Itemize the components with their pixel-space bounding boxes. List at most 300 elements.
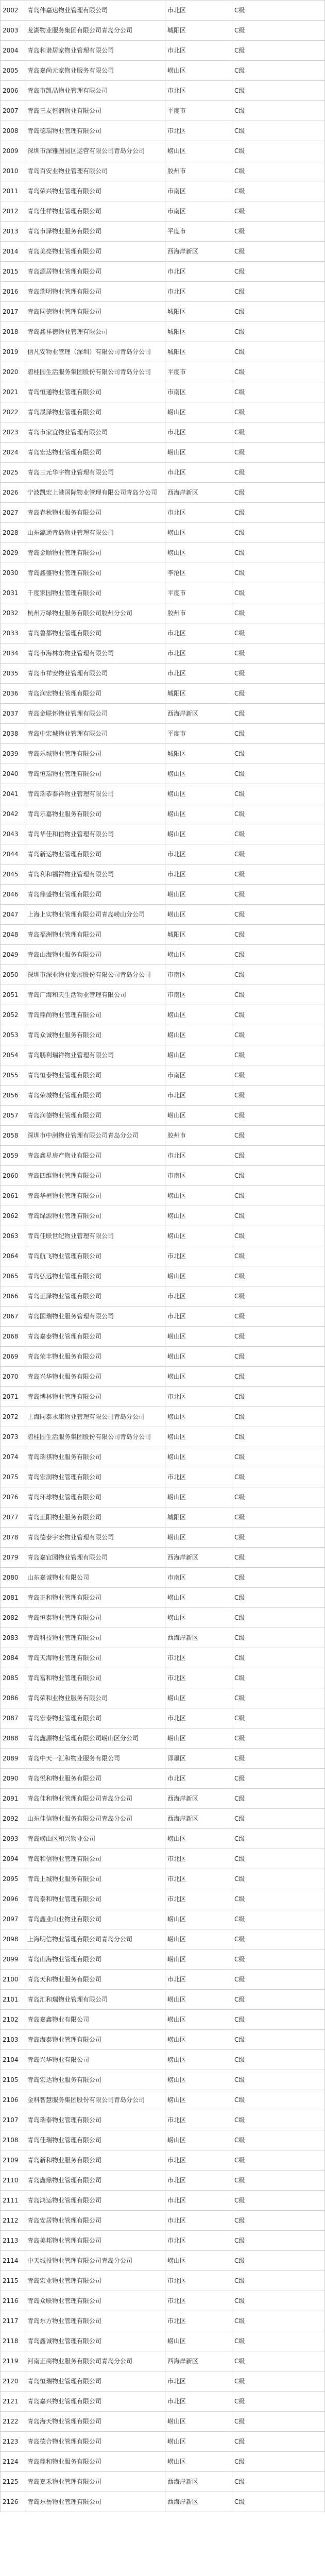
row-number: 2115 — [1, 2271, 25, 2291]
company-name: 青岛荣和业物业服务有限公司 — [25, 1688, 165, 1708]
table-row — [1, 483, 325, 503]
table-row — [1, 543, 325, 563]
district: 崂山区 — [165, 905, 232, 925]
table-row — [1, 1226, 325, 1246]
credit-grade: C级 — [232, 2191, 325, 2211]
row-number: 2126 — [1, 2492, 25, 2512]
table-row — [1, 985, 325, 1005]
credit-grade: C级 — [232, 583, 325, 603]
credit-grade: C级 — [232, 2452, 325, 2472]
table-row — [1, 1990, 325, 2010]
company-name: 碧桂园生活服务集团股份有限公司青岛分公司 — [25, 1427, 165, 1447]
credit-grade: C级 — [232, 724, 325, 744]
table-row — [1, 1688, 325, 1708]
row-number: 2119 — [1, 2351, 25, 2371]
credit-grade: C级 — [232, 1146, 325, 1166]
district: 市北区 — [165, 503, 232, 523]
district: 市南区 — [165, 965, 232, 985]
credit-grade: C级 — [232, 1708, 325, 1728]
row-number: 2106 — [1, 2090, 25, 2110]
row-number: 2110 — [1, 2171, 25, 2191]
company-name: 青岛嘉禾物业管理有限公司 — [25, 2472, 165, 2492]
table-row — [1, 1206, 325, 1226]
credit-grade: C级 — [232, 1307, 325, 1327]
district: 市北区 — [165, 664, 232, 684]
district: 胶州市 — [165, 161, 232, 181]
company-name: 青岛瑞恭泰祥物业管理有限公司 — [25, 784, 165, 804]
credit-grade: C级 — [232, 1829, 325, 1849]
district: 崂山区 — [165, 885, 232, 905]
table-row — [1, 302, 325, 322]
credit-grade: C级 — [232, 2492, 325, 2512]
row-number: 2015 — [1, 262, 25, 282]
company-name: 青岛兴华物业服务有限公司 — [25, 1367, 165, 1387]
row-number: 2035 — [1, 664, 25, 684]
row-number: 2079 — [1, 1548, 25, 1568]
company-name: 青岛嘉泰物业管理有限公司 — [25, 1327, 165, 1347]
table-row — [1, 764, 325, 784]
row-number: 2108 — [1, 2130, 25, 2150]
district: 市北区 — [165, 1668, 232, 1688]
table-row — [1, 925, 325, 945]
row-number: 2031 — [1, 583, 25, 603]
table-row — [1, 2130, 325, 2150]
district: 市北区 — [165, 844, 232, 865]
district: 市南区 — [165, 382, 232, 402]
table-row — [1, 885, 325, 905]
company-name: 青岛德泰宇宏物业管理有限公司 — [25, 1528, 165, 1548]
district: 城阳区 — [165, 302, 232, 322]
district: 崂山区 — [165, 764, 232, 784]
district: 市北区 — [165, 262, 232, 282]
credit-grade: C级 — [232, 1628, 325, 1648]
credit-grade: C级 — [232, 2231, 325, 2251]
district: 崂山区 — [165, 1528, 232, 1548]
company-name: 青岛金联怀物业管理有限公司 — [25, 704, 165, 724]
row-number: 2111 — [1, 2191, 25, 2211]
row-number: 2025 — [1, 463, 25, 483]
credit-grade: C级 — [232, 1688, 325, 1708]
table-row — [1, 1889, 325, 1909]
district: 崂山区 — [165, 1206, 232, 1226]
company-name: 青岛天和物业服务有限公司 — [25, 1970, 165, 1990]
district: 市南区 — [165, 181, 232, 201]
credit-grade: C级 — [232, 2412, 325, 2432]
row-number: 2122 — [1, 2412, 25, 2432]
company-name: 青岛宏润物业管理有限公司 — [25, 1467, 165, 1487]
company-name: 青岛市家宜物业管理有限公司 — [25, 422, 165, 443]
row-number: 2087 — [1, 1708, 25, 1728]
credit-grade: C级 — [232, 1990, 325, 2010]
district: 市北区 — [165, 1387, 232, 1407]
district: 市北区 — [165, 1648, 232, 1668]
company-name: 青岛晟泽物业管理有限公司 — [25, 402, 165, 422]
district: 西海岸新区 — [165, 2492, 232, 2512]
credit-grade: C级 — [232, 2311, 325, 2331]
table-row — [1, 1347, 325, 1367]
table-row — [1, 1829, 325, 1849]
table-row — [1, 2311, 325, 2331]
company-name: 青岛广海和天生活物业管理有限公司 — [25, 985, 165, 1005]
row-number: 2016 — [1, 282, 25, 302]
table-row — [1, 2452, 325, 2472]
table-row — [1, 1106, 325, 1126]
row-number: 2109 — [1, 2150, 25, 2171]
company-name: 青岛恒瑞物业管理有限公司 — [25, 2371, 165, 2392]
company-name: 青岛中宏城物业管理有限公司 — [25, 724, 165, 744]
row-number: 2102 — [1, 2010, 25, 2030]
district: 市北区 — [165, 422, 232, 443]
company-name: 青岛正和物业管理有限公司 — [25, 1588, 165, 1608]
table-row — [1, 1427, 325, 1447]
table-row — [1, 1467, 325, 1487]
district: 崂山区 — [165, 1186, 232, 1206]
credit-grade: C级 — [232, 2271, 325, 2291]
row-number: 2006 — [1, 81, 25, 101]
table-row — [1, 242, 325, 262]
table-row — [1, 1387, 325, 1407]
company-name: 青岛东岳物业管理有限公司 — [25, 2492, 165, 2512]
company-name: 青岛乐城物业管理有限公司 — [25, 744, 165, 764]
table-row — [1, 2191, 325, 2211]
district: 崂山区 — [165, 2130, 232, 2150]
table-row — [1, 1146, 325, 1166]
company-name: 青岛海天物业管理有限公司 — [25, 2412, 165, 2432]
credit-grade: C级 — [232, 905, 325, 925]
company-name: 青岛鼎和物业服务有限公司 — [25, 2452, 165, 2472]
company-name: 青岛源居物业管理有限公司 — [25, 262, 165, 282]
company-name: 信凡安物业管理（深圳）有限公司青岛分公司 — [25, 342, 165, 362]
row-number: 2125 — [1, 2472, 25, 2492]
table-row — [1, 2331, 325, 2351]
table-row — [1, 1708, 325, 1728]
row-number: 2042 — [1, 804, 25, 824]
table-row — [1, 2351, 325, 2371]
district: 崂山区 — [165, 1226, 232, 1246]
company-name: 青岛鑫诚物业管理有限公司 — [25, 2331, 165, 2351]
district: 崂山区 — [165, 1608, 232, 1628]
district: 市北区 — [165, 1146, 232, 1166]
credit-grade: C级 — [232, 603, 325, 623]
credit-grade: C级 — [232, 2150, 325, 2171]
credit-grade: C级 — [232, 2291, 325, 2311]
table-row — [1, 2211, 325, 2231]
district: 市北区 — [165, 282, 232, 302]
company-name: 青岛伟嘉达物业管理有限公司 — [25, 1, 165, 21]
credit-grade: C级 — [232, 623, 325, 643]
table-row — [1, 81, 325, 101]
credit-grade: C级 — [232, 382, 325, 402]
credit-grade: C级 — [232, 1789, 325, 1809]
district: 崂山区 — [165, 443, 232, 463]
credit-grade: C级 — [232, 1568, 325, 1588]
district: 崂山区 — [165, 2331, 232, 2351]
table-row — [1, 443, 325, 463]
district: 崂山区 — [165, 1427, 232, 1447]
company-name: 青岛鑫祥德物业管理有限公司 — [25, 322, 165, 342]
table-row — [1, 1728, 325, 1749]
credit-grade: C级 — [232, 2010, 325, 2030]
district: 崂山区 — [165, 1929, 232, 1950]
row-number: 2075 — [1, 1467, 25, 1487]
row-number: 2002 — [1, 1, 25, 21]
row-number: 2024 — [1, 443, 25, 463]
company-name: 青岛华佳和信物业管理有限公司 — [25, 824, 165, 844]
table-row — [1, 684, 325, 704]
row-number: 2069 — [1, 1347, 25, 1367]
company-name: 青岛众诚物业服务有限公司 — [25, 1025, 165, 1045]
company-name: 青岛科技物业管理有限公司 — [25, 1628, 165, 1648]
credit-grade: C级 — [232, 764, 325, 784]
table-row — [1, 2432, 325, 2452]
table-row — [1, 2492, 325, 2512]
table-row — [1, 1507, 325, 1528]
row-number: 2044 — [1, 844, 25, 865]
table-row — [1, 1648, 325, 1668]
row-number: 2081 — [1, 1588, 25, 1608]
table-row — [1, 201, 325, 222]
district: 城阳区 — [165, 1507, 232, 1528]
company-name: 上海同泰永康物业管理有限公司青岛分公司 — [25, 1407, 165, 1427]
table-row — [1, 1025, 325, 1045]
credit-grade: C级 — [232, 181, 325, 201]
row-number: 2041 — [1, 784, 25, 804]
company-name: 青岛鲁都物业管理有限公司 — [25, 623, 165, 643]
table-row — [1, 804, 325, 824]
credit-grade: C级 — [232, 1648, 325, 1668]
district: 崂山区 — [165, 2432, 232, 2452]
district: 市北区 — [165, 1970, 232, 1990]
district: 市北区 — [165, 1, 232, 21]
table-row — [1, 1065, 325, 1086]
district: 崂山区 — [165, 2090, 232, 2110]
credit-grade: C级 — [232, 61, 325, 81]
credit-grade: C级 — [232, 1166, 325, 1186]
credit-grade: C级 — [232, 1769, 325, 1789]
credit-grade: C级 — [232, 824, 325, 844]
company-name: 青岛汇和瑞物业管理有限公司 — [25, 1990, 165, 2010]
table-row — [1, 784, 325, 804]
row-number: 2021 — [1, 382, 25, 402]
district: 崂山区 — [165, 1045, 232, 1065]
credit-grade: C级 — [232, 1045, 325, 1065]
company-name: 山东佳信物业服务有限公司青岛分公司 — [25, 1809, 165, 1829]
table-row — [1, 1045, 325, 1065]
company-name: 龙湖物业服务集团有限公司青岛分公司 — [25, 21, 165, 41]
credit-grade: C级 — [232, 141, 325, 161]
district: 平度市 — [165, 724, 232, 744]
district: 城阳区 — [165, 684, 232, 704]
district: 市北区 — [165, 2271, 232, 2291]
credit-grade: C级 — [232, 41, 325, 61]
credit-grade: C级 — [232, 1889, 325, 1909]
company-name: 青岛兴华物业有限公司 — [25, 2050, 165, 2070]
district: 市北区 — [165, 2171, 232, 2191]
credit-grade: C级 — [232, 503, 325, 523]
company-name: 青岛恒瑞物业管理有限公司 — [25, 764, 165, 784]
district: 崂山区 — [165, 61, 232, 81]
credit-grade: C级 — [232, 483, 325, 503]
row-number: 2039 — [1, 744, 25, 764]
credit-grade: C级 — [232, 342, 325, 362]
table-row — [1, 322, 325, 342]
company-name: 青岛和谐居家物业管理有限公司 — [25, 41, 165, 61]
row-number: 2023 — [1, 422, 25, 443]
district: 城阳区 — [165, 322, 232, 342]
credit-grade: C级 — [232, 684, 325, 704]
company-name: 青岛百安业物业管理有限公司 — [25, 161, 165, 181]
credit-grade: C级 — [232, 523, 325, 543]
company-name: 青岛安居物业管理有限公司 — [25, 2211, 165, 2231]
row-number: 2009 — [1, 141, 25, 161]
table-row — [1, 342, 325, 362]
company-name: 青岛航飞物业管理有限公司 — [25, 1246, 165, 1266]
table-row — [1, 1367, 325, 1387]
credit-grade: C级 — [232, 302, 325, 322]
district: 市北区 — [165, 1769, 232, 1789]
district: 崂山区 — [165, 402, 232, 422]
table-row — [1, 1769, 325, 1789]
credit-grade: C级 — [232, 1728, 325, 1749]
row-number: 2091 — [1, 1789, 25, 1809]
company-name: 青岛宏达物业服务有限公司 — [25, 2070, 165, 2090]
table-row — [1, 2231, 325, 2251]
row-number: 2089 — [1, 1749, 25, 1769]
row-number: 2118 — [1, 2331, 25, 2351]
company-name: 青岛和信物业管理有限公司 — [25, 1849, 165, 1869]
credit-grade: C级 — [232, 1226, 325, 1246]
credit-grade: C级 — [232, 242, 325, 262]
table-row — [1, 1166, 325, 1186]
row-number: 2082 — [1, 1608, 25, 1628]
district: 胶州市 — [165, 1126, 232, 1146]
credit-grade: C级 — [232, 21, 325, 41]
credit-grade: C级 — [232, 2472, 325, 2492]
company-name: 青岛美邦物业管理有限公司 — [25, 2231, 165, 2251]
row-number: 2022 — [1, 402, 25, 422]
table-row — [1, 945, 325, 965]
table-row — [1, 61, 325, 81]
credit-grade: C级 — [232, 1126, 325, 1146]
credit-grade: C级 — [232, 1909, 325, 1929]
district: 崂山区 — [165, 543, 232, 563]
company-name: 青岛众联物业管理有限公司 — [25, 2291, 165, 2311]
district: 崂山区 — [165, 1025, 232, 1045]
row-number: 2048 — [1, 925, 25, 945]
district: 西海岸新区 — [165, 1548, 232, 1568]
row-number: 2033 — [1, 623, 25, 643]
table-row — [1, 121, 325, 141]
company-name: 青岛天海物业管理有限公司 — [25, 1648, 165, 1668]
district: 平度市 — [165, 583, 232, 603]
credit-grade: C级 — [232, 121, 325, 141]
row-number: 2124 — [1, 2452, 25, 2472]
credit-grade: C级 — [232, 262, 325, 282]
district: 崂山区 — [165, 523, 232, 543]
table-row — [1, 402, 325, 422]
row-number: 2090 — [1, 1769, 25, 1789]
district: 市北区 — [165, 2211, 232, 2231]
row-number: 2123 — [1, 2432, 25, 2452]
table-row — [1, 1487, 325, 1507]
credit-grade: C级 — [232, 1608, 325, 1628]
district: 平度市 — [165, 222, 232, 242]
credit-grade: C级 — [232, 925, 325, 945]
district: 崂山区 — [165, 1447, 232, 1467]
credit-grade: C级 — [232, 222, 325, 242]
credit-grade: C级 — [232, 2331, 325, 2351]
table-row — [1, 1789, 325, 1809]
district: 崂山区 — [165, 1367, 232, 1387]
table-row — [1, 282, 325, 302]
company-name: 青岛德合物业管理有限公司 — [25, 2432, 165, 2452]
district: 市北区 — [165, 2231, 232, 2251]
credit-grade: C级 — [232, 1950, 325, 1970]
table-row — [1, 965, 325, 985]
district: 市北区 — [165, 2392, 232, 2412]
table-row — [1, 1086, 325, 1106]
row-number: 2060 — [1, 1166, 25, 1186]
table-row — [1, 1809, 325, 1829]
row-number: 2086 — [1, 1688, 25, 1708]
row-number: 2078 — [1, 1528, 25, 1548]
row-number: 2004 — [1, 41, 25, 61]
company-name: 青岛嘉鑫物业有限公司 — [25, 2010, 165, 2030]
row-number: 2094 — [1, 1849, 25, 1869]
company-name: 青岛荣兴物业管理有限公司 — [25, 181, 165, 201]
credit-grade: C级 — [232, 2351, 325, 2371]
district: 崂山区 — [165, 824, 232, 844]
company-table-body — [1, 1, 325, 2512]
row-number: 2056 — [1, 1086, 25, 1106]
table-row — [1, 1588, 325, 1608]
row-number: 2063 — [1, 1226, 25, 1246]
district: 市北区 — [165, 1889, 232, 1909]
company-name: 青岛三友恒润物业有限公司 — [25, 101, 165, 121]
company-name: 山东瀛通青岛物业管理有限公司 — [25, 523, 165, 543]
district: 崂山区 — [165, 2412, 232, 2432]
table-row — [1, 1286, 325, 1307]
table-row — [1, 523, 325, 543]
row-number: 2055 — [1, 1065, 25, 1086]
district: 市南区 — [165, 985, 232, 1005]
table-row — [1, 1327, 325, 1347]
credit-grade: C级 — [232, 2171, 325, 2191]
company-name: 深圳市深业物业发展股份有限公司青岛分公司 — [25, 965, 165, 985]
credit-grade: C级 — [232, 443, 325, 463]
table-row — [1, 2010, 325, 2030]
company-name: 青岛鑫源物业管理有限公司崂山区分公司 — [25, 1728, 165, 1749]
company-name: 青岛德瑞物业管理有限公司 — [25, 121, 165, 141]
company-name: 青岛博林物业管理有限公司 — [25, 1387, 165, 1407]
district: 崂山区 — [165, 2030, 232, 2050]
row-number: 2049 — [1, 945, 25, 965]
company-name: 青岛新运物业管理有限公司 — [25, 844, 165, 865]
company-name: 青岛鑫业山业物业有限公司 — [25, 1909, 165, 1929]
company-name: 青岛华桓物业管理有限公司 — [25, 1186, 165, 1206]
district: 市北区 — [165, 1286, 232, 1307]
district: 即墨区 — [165, 1749, 232, 1769]
row-number: 2037 — [1, 704, 25, 724]
row-number: 2077 — [1, 1507, 25, 1528]
district: 市北区 — [165, 2110, 232, 2130]
row-number: 2029 — [1, 543, 25, 563]
table-row — [1, 362, 325, 382]
district: 崂山区 — [165, 2050, 232, 2070]
company-name: 宁波凯宏上港国际物业管理有限公司青岛分公司 — [25, 483, 165, 503]
district: 市北区 — [165, 865, 232, 885]
company-name: 青岛润德物业管理有限公司 — [25, 1106, 165, 1126]
